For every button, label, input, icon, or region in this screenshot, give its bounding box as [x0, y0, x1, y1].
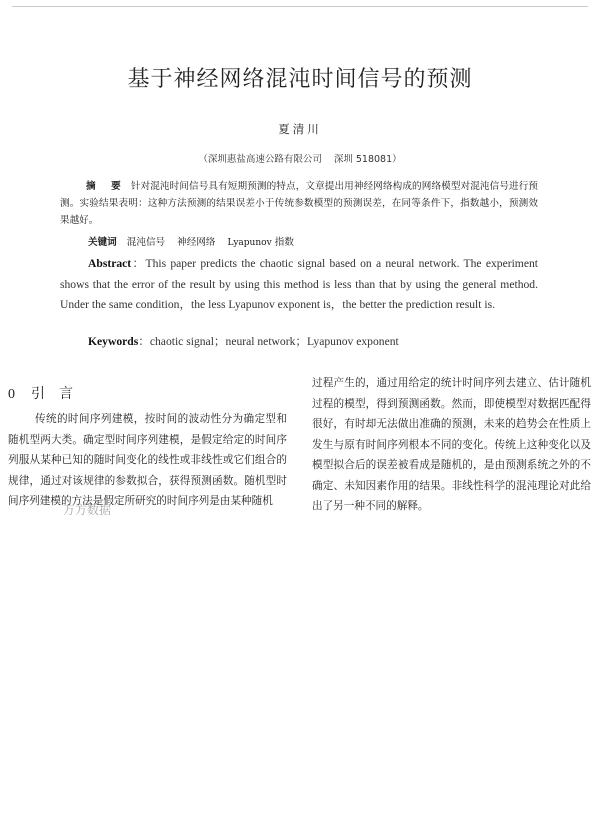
body-paragraph-left: 传统的时间序列建模，按时间的波动性分为确定型和随机型两大类。确定型时间序列建模，是假定给定的时间序列服从某种已知的随时间变化的线性或非线性或它们组合的规律，通过对该规律的参数拟合，获得预测函数。随机型时间序列建模的方法是假定所研究的时间序列是由某种随机: [8, 413, 287, 507]
body-paragraph-right: 过程产生的，通过用给定的统计时间序列去建立、估计随机过程的模型，得到预测函数。然而，即使模型对数据匹配得很好，有时却无法做出准确的预测，未来的趋势会在性质上发生与原有时间序列根本不同的变化。传统上这种变化以及模型拟合后的误差被看成是随机的，是由预测系统之外的不确定、未知因素作用的结果。非线性科学的混沌理论对此给出了另一种不同的解释。: [312, 377, 591, 512]
abstract-en: [60, 254, 538, 316]
top-rule: [12, 6, 588, 7]
abstract-en-text: This paper predicts the chaotic signal based on a neural network. The experiment shows that the error of the result by using this method is less than that by using the general method. Under the same condition，the less Lyapunov exponent is，the better the prediction result is.: [60, 257, 538, 311]
section-number: 0: [8, 387, 15, 402]
abstract-en-label: Abstract: [88, 257, 132, 270]
abstract-cn-label: 摘 要: [86, 181, 127, 192]
keyword-cn-item: 神经网络: [177, 237, 216, 248]
body-column-left: [8, 409, 287, 512]
affiliation-close: ）: [392, 154, 402, 165]
watermark: 万方数据: [63, 503, 112, 517]
affiliation-org: 深圳惠盐高速公路有限公司: [207, 154, 322, 165]
keywords-cn: [88, 235, 294, 251]
affiliation: [0, 151, 600, 165]
page-title: 基于神经网络混沌时间信号的预测: [127, 67, 473, 92]
body-column-right: [312, 373, 591, 517]
keyword-cn-suffix: 指数: [274, 237, 294, 248]
keyword-cn-latin: Lyapunov: [227, 238, 272, 248]
abstract-cn-text: 针对混沌时间信号具有短期预测的特点，文章提出用神经网络构成的网络模型对混沌信号进行预测。实验结果表明：这种方法预测的结果误差小于传统参数模型的预测误差，在同等条件下，指数越小，预测效果越好。: [60, 181, 539, 226]
keywords-en-label: Keywords: [88, 335, 139, 348]
keywords-en-sep: ：: [138, 335, 150, 348]
affiliation-city: 深圳 518081: [333, 154, 393, 165]
author: 夏清川: [278, 122, 322, 136]
affiliation-open: （: [198, 154, 208, 165]
abstract-cn: [60, 178, 538, 229]
keywords-cn-label: 关键词: [88, 237, 117, 248]
keywords-en-text: chaotic signal；neural network；Lyapunov exponent: [149, 335, 399, 348]
keyword-cn-item: 混沌信号: [126, 237, 166, 248]
keywords-en: [88, 332, 399, 352]
section-title: 引言: [31, 386, 87, 402]
section-heading: [8, 383, 87, 403]
abstract-en-sep: ：: [131, 257, 146, 270]
